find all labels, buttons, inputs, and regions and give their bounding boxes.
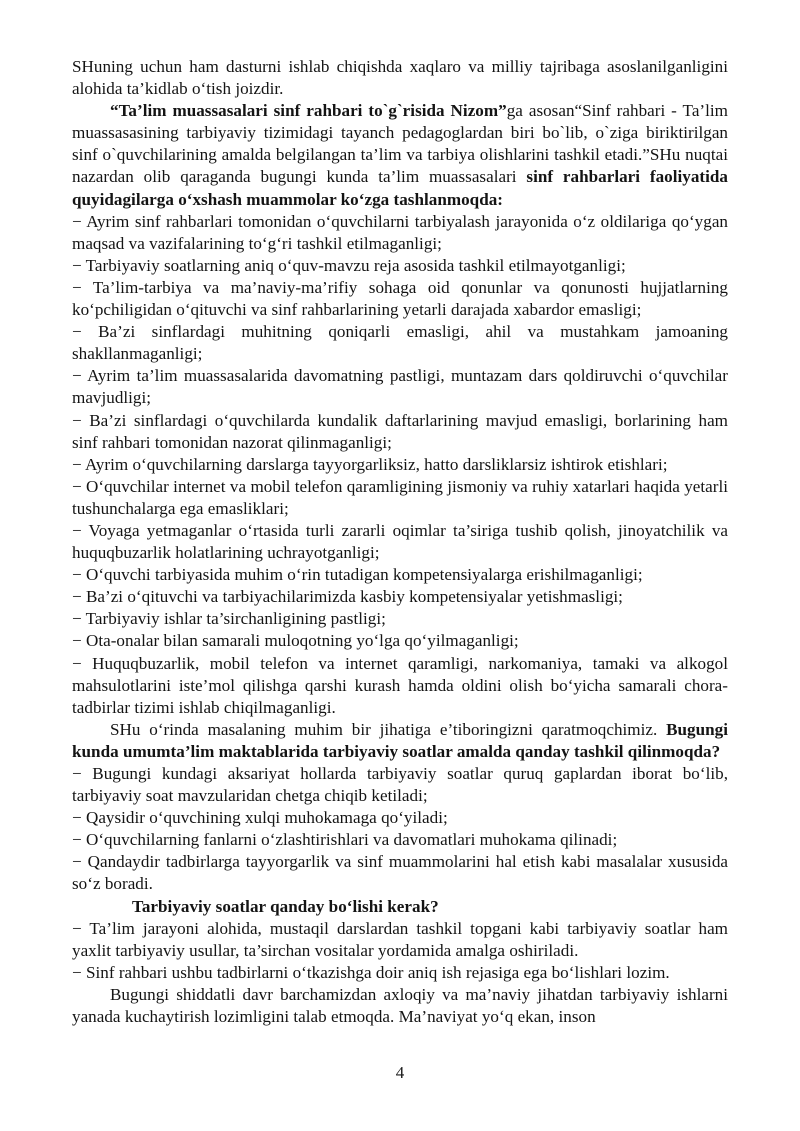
list-item: − O‘quvchilarning fanlarni o‘zlashtirishlari va davomatlari muhokama qilinadi; [72,830,618,850]
list-item: − Voyaga yetmaganlar o‘rtasida turli zararli oqimlar ta’siriga tushib qolish, jinoyatchilik va huquqbuzarlik holatlarining uchrayotganligi; [72,520,728,563]
list-item: − Qandaydir tadbirlarga tayyorgarlik va sinf muammolarini hal etish kabi masalalar xususida so‘z boradi. [72,852,728,894]
list-item: − Tarbiyaviy ishlar ta’sirchanligining pastligi; [72,609,386,629]
paragraph-closing: Bugungi shiddatli davr barchamizdan axloqiy va ma’naviy jihatdan tarbiyaviy ishlarni yanada kuchaytirish lozimligini talab etmoqda. Ma’naviyat yo‘q ekan, inson [72,984,728,1027]
list-item: − Bugungi kundagi aksariyat hollarda tarbiyaviy soatlar quruq gaplardan iborat bo‘lib, tarbiyaviy soat mavzularidan chetga chiqib ketiladi; [72,764,728,806]
question-bold: Bugungi kunda umumta’lim maktablarida tarbiyaviy soatlar amalda qanday tashkil qilinmoqda? [72,719,728,761]
paragraph-question-lead [72,719,728,763]
list-item: − Ba’zi sinflardagi o‘quvchilarda kundalik daftarlarining mavjud emasligi, borlarining ham sinf rahbari tomonidan nazorat qilinmaganligi; [72,410,728,452]
page-text-body [72,56,728,1028]
list-item: − Ayrim ta’lim muassasalarida davomatning pastligi, muntazam dars qoldiruvchi o‘quvchilar mavjudligi; [72,366,728,408]
list-item: − Sinf rahbari ushbu tadbirlarni o‘tkazishga doir aniq ish rejasiga ega bo‘lishlari lozim. [72,962,670,982]
paragraph-intro: SHuning uchun ham dasturni ishlab chiqishda xaqlaro va milliy tajribaga asoslanilganligini alohida ta’kidlab o‘tish joizdir. [72,57,728,99]
list-item: − Huquqbuzarlik, mobil telefon va internet qaramligi, narkomaniya, tamaki va alkogol mahsulotlarini iste’mol qilishga qarshi kurash hamda oldini olish bo‘yicha samarali chora-tadbirlar tizimi ishlab chiqilmaganligi. [72,653,728,717]
nizom-body-text: ga asosan“Sinf rahbari - Ta’lim muassasasining tarbiyaviy tizimidagi tayanch pedagoglardan biri bo`lib, o`ziga biriktirilgan sinf o`quvchilarining amalda belgilangan ta’lim va tarbiya olishlarini tashkil etadi.”SHu nuqtai nazardan olib qaraganda bugungi kunda ta’lim muassasalari [72,101,728,187]
paragraph-nizom-quote [72,100,728,210]
nizom-title-bold: “Ta’lim muassasalari sinf rahbari to`g`risida Nizom” [110,101,507,121]
page-number: 4 [395,1063,405,1082]
list-item: − Ta’lim jarayoni alohida, mustaqil darslardan tashkil topgani kabi tarbiyaviy soatlar ham yaxlit tarbiyaviy usullar, ta’sirchan vositalar yordamida amalga oshiriladi. [72,918,728,960]
list-item: − Ayrim sinf rahbarlari tomonidan o‘quvchilarni tarbiyalash jarayonida o‘z oldilariga qo‘ygan maqsad va vazifalarining to‘g‘ri tashkil etilmaganligi; [72,211,728,253]
list-item: − Ayrim o‘quvchilarning darslarga tayyorgarliksiz, hatto darsliklarsiz ishtirok etishlari; [72,454,668,474]
list-item: − Tarbiyaviy soatlarning aniq o‘quv-mavzu reja asosida tashkil etilmayotganligi; [72,255,626,275]
list-item: − O‘quvchilar internet va mobil telefon qaramligining jismoniy va ruhiy xatarlari haqida yetarli tushunchalarga ega emasliklari; [72,476,728,518]
list-item: − Qaysidir o‘quvchining xulqi muhokamaga qo‘yiladi; [72,808,448,828]
list-item: − Ota-onalar bilan samarali muloqotning yo‘lga qo‘yilmaganligi; [72,631,519,651]
list-item: − Ta’lim-tarbiya va ma’naviy-ma’rifiy sohaga oid qonunlar va qonunosti hujjatlarning ko‘pchiligidan o‘qituvchi va sinf rahbarlarining yetarli darajada xabardor emasligi; [72,277,728,320]
list-item: − O‘quvchi tarbiyasida muhim o‘rin tutadigan kompetensiyalarga erishilmaganligi; [72,565,643,585]
list-item: − Ba’zi sinflardagi muhitning qoniqarli emasligi, ahil va mustahkam jamoaning shakllanmaganligi; [72,322,728,364]
section-heading: Tarbiyaviy soatlar qanday bo‘lishi kerak? [132,896,439,916]
list-item: − Ba’zi o‘qituvchi va tarbiyachilarimizda kasbiy kompetensiyalar yetishmasligi; [72,587,623,607]
question-lead-text: SHu o‘rinda masalaning muhim bir jihatiga e’tiboringizni qaratmoqchimiz. [110,719,667,739]
problems-lead-bold: sinf rahbarlari faoliyatida quyidagilarga o‘xshash muammolar ko‘zga tashlanmoqda: [72,167,728,209]
